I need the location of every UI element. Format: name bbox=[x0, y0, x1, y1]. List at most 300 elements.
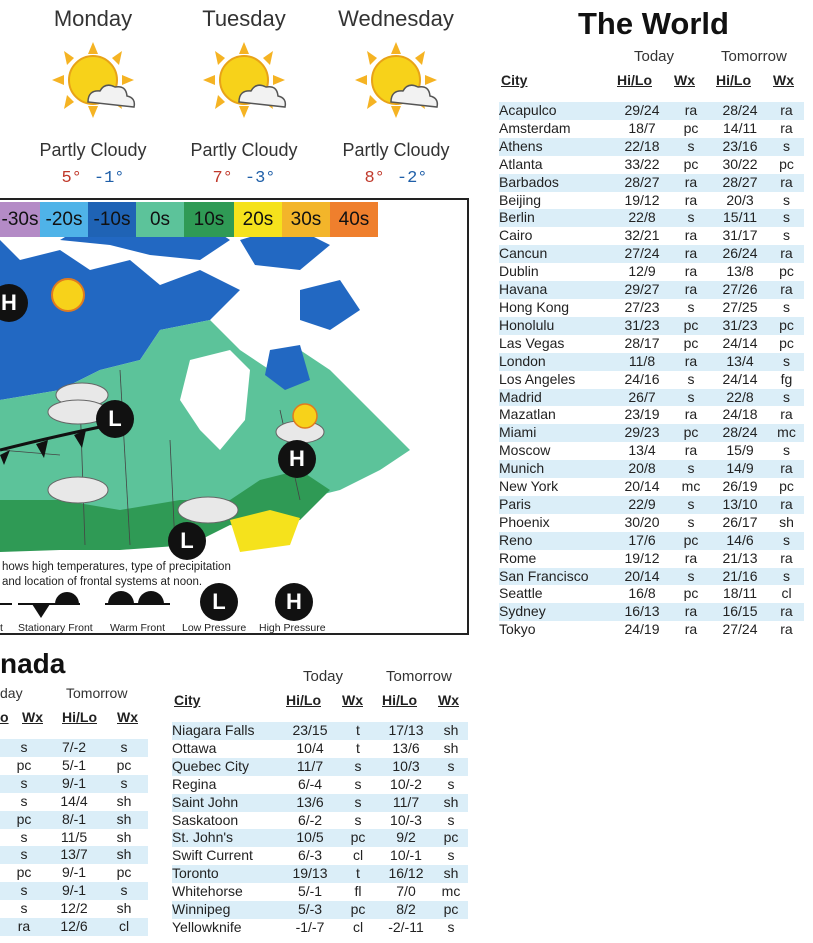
hilo-tomorrow-cell: 9/2 bbox=[378, 829, 434, 847]
hilo-tomorrow-cell: 12/2 bbox=[60, 900, 88, 917]
table-row bbox=[172, 865, 468, 883]
canada-title: nada bbox=[0, 648, 66, 679]
hilo-tomorrow-cell: 31/17 bbox=[722, 227, 758, 244]
legend-swatch: 30s bbox=[282, 202, 330, 237]
hilo-today-cell: 19/12 bbox=[624, 191, 660, 208]
city-cell: Havana bbox=[499, 281, 613, 299]
hilo-tomorrow-cell: -2/-11 bbox=[388, 918, 424, 935]
wx-today-cell: ra bbox=[671, 281, 711, 299]
hilo-today-cell: 24/19 bbox=[624, 621, 660, 638]
high-pressure-marker: H bbox=[0, 284, 28, 322]
key-warm-front-label: Warm Front bbox=[110, 622, 166, 634]
table-row bbox=[499, 532, 804, 550]
city-cell: Berlin bbox=[499, 209, 613, 227]
canada-left-col-hilo-today: o bbox=[0, 709, 9, 725]
table-row bbox=[0, 864, 148, 882]
hilo-today-cell: 19/13 bbox=[282, 865, 338, 883]
wx-tomorrow-cell: ra bbox=[769, 496, 804, 514]
table-row bbox=[0, 846, 148, 864]
legend-swatch: 40s bbox=[330, 202, 378, 237]
table-row bbox=[0, 757, 148, 775]
table-row bbox=[0, 829, 148, 847]
canada-tomorrow-header: Tomorrow bbox=[386, 668, 452, 685]
hilo-tomorrow-cell: 8/-1 bbox=[48, 811, 100, 829]
key-low-pressure-label: Low Pressure bbox=[182, 622, 247, 634]
wx-tomorrow-cell: ra bbox=[769, 460, 804, 478]
city-cell: Tokyo bbox=[499, 621, 536, 638]
city-cell: Swift Current bbox=[172, 847, 253, 864]
hilo-today-cell: 28/17 bbox=[624, 334, 660, 351]
hilo-today-cell: 28/27 bbox=[613, 174, 671, 192]
wx-today-cell: pc bbox=[671, 317, 711, 335]
city-cell: Atlanta bbox=[499, 155, 543, 172]
hilo-tomorrow-cell: 7/0 bbox=[396, 883, 416, 900]
table-row bbox=[499, 568, 804, 586]
wx-tomorrow-cell: sh bbox=[100, 846, 148, 864]
city-cell: Phoenix bbox=[499, 513, 550, 530]
table-row bbox=[499, 174, 804, 192]
wx-tomorrow-cell: mc bbox=[441, 883, 461, 900]
hilo-today-cell: 20/14 bbox=[624, 478, 660, 495]
hilo-today-cell: 22/8 bbox=[613, 209, 671, 227]
city-cell: Reno bbox=[499, 532, 613, 550]
wx-today-cell: s bbox=[0, 882, 48, 900]
city-cell: Moscow bbox=[499, 442, 551, 459]
wx-tomorrow-cell: sh bbox=[443, 739, 459, 756]
wx-tomorrow-cell: pc bbox=[779, 478, 794, 495]
wx-today-cell: s bbox=[671, 389, 711, 407]
table-row bbox=[0, 811, 148, 829]
wx-today-cell: ra bbox=[671, 353, 711, 371]
table-row bbox=[499, 335, 804, 353]
hilo-tomorrow-cell: 13/8 bbox=[726, 263, 754, 280]
table-row bbox=[499, 550, 804, 568]
wx-tomorrow-cell: ra bbox=[769, 174, 804, 192]
city-cell: Munich bbox=[499, 460, 613, 478]
wx-today-cell: s bbox=[671, 496, 711, 514]
hilo-tomorrow-cell: 26/24 bbox=[711, 245, 769, 263]
wx-today-cell: ra bbox=[684, 191, 698, 208]
wx-today-cell: ra bbox=[684, 621, 698, 638]
hilo-tomorrow-cell: 9/-1 bbox=[48, 775, 100, 793]
hilo-tomorrow-cell: 13/4 bbox=[711, 353, 769, 371]
hilo-tomorrow-cell: 10/-3 bbox=[390, 811, 422, 828]
hilo-tomorrow-cell: 11/5 bbox=[60, 828, 88, 845]
city-cell: Sydney bbox=[499, 603, 613, 621]
hilo-tomorrow-cell: 17/13 bbox=[378, 722, 434, 740]
wx-tomorrow-cell: ra bbox=[780, 621, 793, 638]
hilo-tomorrow-cell: 9/-1 bbox=[61, 864, 87, 881]
temperature-legend bbox=[0, 202, 378, 237]
hilo-tomorrow-cell: 26/17 bbox=[722, 513, 758, 530]
table-row bbox=[499, 353, 804, 371]
day-temps bbox=[321, 169, 471, 188]
city-cell: Athens bbox=[499, 138, 613, 156]
wx-tomorrow-cell: s bbox=[447, 847, 455, 864]
table-row bbox=[499, 263, 804, 281]
city-cell: Toronto bbox=[172, 865, 282, 883]
wx-tomorrow-cell: pc bbox=[779, 334, 794, 351]
wx-today-cell: ra bbox=[684, 263, 698, 280]
hilo-today-cell: 26/7 bbox=[613, 389, 671, 407]
table-row bbox=[499, 227, 804, 245]
city-cell: Honolulu bbox=[499, 317, 613, 335]
wx-today-cell: pc bbox=[0, 811, 48, 829]
wx-tomorrow-cell: s bbox=[769, 138, 804, 156]
table-row bbox=[499, 138, 804, 156]
world-title: The World bbox=[578, 6, 729, 41]
hilo-today-cell: 22/18 bbox=[613, 138, 671, 156]
key-high-pressure-label: High Pressure bbox=[259, 622, 326, 634]
city-cell: London bbox=[499, 353, 613, 371]
low-pressure-key-icon: L bbox=[200, 583, 238, 621]
low-temp: -3° bbox=[244, 169, 276, 188]
hilo-tomorrow-cell: 10/3 bbox=[378, 758, 434, 776]
wx-tomorrow-cell: ra bbox=[769, 281, 804, 299]
table-row bbox=[499, 460, 804, 478]
wx-tomorrow-cell: ra bbox=[769, 102, 804, 120]
wx-tomorrow-cell: sh bbox=[116, 792, 132, 809]
city-cell: Regina bbox=[172, 775, 217, 792]
city-cell: Yellowknife bbox=[172, 918, 242, 935]
table-row bbox=[172, 919, 468, 937]
wx-tomorrow-cell: cl bbox=[100, 918, 148, 936]
hilo-tomorrow-cell: 23/16 bbox=[711, 138, 769, 156]
canada-left-table-body bbox=[0, 739, 148, 936]
hilo-tomorrow-cell: 24/14 bbox=[722, 334, 758, 351]
world-table-body bbox=[499, 102, 804, 639]
wx-tomorrow-cell: ra bbox=[780, 549, 793, 566]
wx-tomorrow-cell: sh bbox=[116, 900, 132, 917]
high-pressure-marker: H bbox=[278, 440, 316, 478]
key-cold-front-label: t bbox=[0, 622, 3, 634]
low-pressure-marker: L bbox=[168, 522, 206, 560]
hilo-today-cell: 22/9 bbox=[613, 496, 671, 514]
wx-tomorrow-cell: pc bbox=[769, 317, 804, 335]
hilo-tomorrow-cell: 16/12 bbox=[378, 865, 434, 883]
wx-today-cell: s bbox=[671, 460, 711, 478]
wx-tomorrow-cell: sh bbox=[434, 722, 468, 740]
city-cell: Beijing bbox=[499, 191, 542, 208]
hilo-tomorrow-cell: 16/15 bbox=[711, 603, 769, 621]
table-row bbox=[499, 281, 804, 299]
hilo-today-cell: 33/22 bbox=[624, 155, 660, 172]
wx-today-cell: cl bbox=[352, 918, 364, 935]
hilo-tomorrow-cell: 30/22 bbox=[722, 155, 758, 172]
wx-today-cell: ra bbox=[684, 406, 698, 423]
world-col-wx-today: Wx bbox=[674, 72, 695, 88]
wx-tomorrow-cell: pc bbox=[434, 901, 468, 919]
world-col-hilo-tomorrow: Hi/Lo bbox=[716, 72, 751, 88]
wx-today-cell: s bbox=[671, 568, 711, 586]
canada-left-tomorrow-header: Tomorrow bbox=[66, 685, 128, 701]
wx-today-cell: s bbox=[354, 811, 362, 828]
hilo-today-cell: 27/24 bbox=[613, 245, 671, 263]
wx-today-cell: t bbox=[338, 722, 378, 740]
city-cell: Amsterdam bbox=[499, 119, 571, 136]
table-row bbox=[499, 406, 804, 424]
partly-cloudy-icon bbox=[199, 40, 289, 120]
city-cell: Saint John bbox=[172, 794, 282, 812]
legend-swatch: -10s bbox=[88, 202, 136, 237]
city-cell: New York bbox=[499, 478, 559, 495]
city-cell: Dublin bbox=[499, 263, 539, 280]
hilo-tomorrow-cell: 10/-1 bbox=[390, 847, 422, 864]
table-row bbox=[172, 758, 468, 776]
hilo-today-cell: 23/19 bbox=[624, 406, 660, 423]
hilo-tomorrow-cell: 31/23 bbox=[711, 317, 769, 335]
wx-today-cell: s bbox=[687, 298, 695, 315]
hilo-today-cell: 24/16 bbox=[624, 370, 660, 387]
wx-today-cell: s bbox=[338, 794, 378, 812]
wx-today-cell: ra bbox=[0, 918, 48, 936]
forecast-day-tuesday bbox=[169, 4, 319, 188]
day-name: Wednesday bbox=[338, 6, 454, 31]
wx-today-cell: pc bbox=[16, 756, 32, 773]
city-cell: Seattle bbox=[499, 585, 543, 602]
forecast-day-wednesday bbox=[321, 4, 471, 188]
wx-today-cell: pc bbox=[683, 155, 699, 172]
wx-today-cell: t bbox=[356, 739, 360, 756]
hilo-today-cell: 6/-2 bbox=[297, 811, 323, 828]
hilo-tomorrow-cell: 26/19 bbox=[722, 478, 758, 495]
wx-today-cell: s bbox=[20, 792, 28, 809]
partly-cloudy-icon bbox=[48, 40, 138, 120]
city-cell: Saskatoon bbox=[172, 811, 239, 828]
legend-swatch: 10s bbox=[184, 202, 234, 237]
table-row bbox=[499, 442, 804, 460]
wx-today-cell: ra bbox=[684, 442, 698, 459]
day-condition: Partly Cloudy bbox=[39, 140, 147, 160]
map-key bbox=[0, 586, 469, 635]
wx-tomorrow-cell: s bbox=[769, 353, 804, 371]
table-row bbox=[172, 901, 468, 919]
wx-today-cell: ra bbox=[671, 174, 711, 192]
wx-tomorrow-cell: pc bbox=[779, 263, 794, 280]
table-row bbox=[499, 514, 804, 532]
table-row bbox=[0, 900, 148, 918]
hilo-today-cell: 20/14 bbox=[613, 568, 671, 586]
table-row bbox=[0, 739, 148, 757]
wx-today-cell: s bbox=[338, 758, 378, 776]
hilo-tomorrow-cell: 28/24 bbox=[711, 102, 769, 120]
table-row bbox=[172, 883, 468, 901]
city-cell: Ottawa bbox=[172, 739, 217, 756]
high-temp: 7° bbox=[212, 169, 233, 188]
hilo-tomorrow-cell: 28/27 bbox=[711, 174, 769, 192]
wx-tomorrow-cell: mc bbox=[769, 424, 804, 442]
low-temp: -2° bbox=[396, 169, 428, 188]
canada-right-table-body bbox=[172, 722, 468, 937]
wx-today-cell: t bbox=[338, 865, 378, 883]
wx-today-cell: pc bbox=[683, 119, 699, 136]
hilo-today-cell: 16/13 bbox=[613, 603, 671, 621]
hilo-today-cell: 10/4 bbox=[296, 739, 324, 756]
wx-tomorrow-cell: s bbox=[783, 442, 790, 459]
wx-tomorrow-cell: s bbox=[769, 568, 804, 586]
hilo-tomorrow-cell: 9/-1 bbox=[48, 882, 100, 900]
city-cell: Miami bbox=[499, 424, 613, 442]
canada-today-header: Today bbox=[303, 668, 344, 685]
table-row bbox=[172, 829, 468, 847]
table-row bbox=[172, 776, 468, 794]
table-row bbox=[172, 812, 468, 830]
wx-tomorrow-cell: s bbox=[783, 227, 790, 244]
hilo-today-cell: 29/24 bbox=[613, 102, 671, 120]
hilo-today-cell: 29/23 bbox=[613, 424, 671, 442]
wx-today-cell: ra bbox=[684, 549, 698, 566]
hilo-tomorrow-cell: 28/24 bbox=[711, 424, 769, 442]
day-temps bbox=[18, 169, 168, 188]
wx-tomorrow-cell: sh bbox=[116, 828, 132, 845]
hilo-tomorrow-cell: 11/7 bbox=[378, 794, 434, 812]
table-row bbox=[0, 882, 148, 900]
city-cell: San Francisco bbox=[499, 568, 613, 586]
hilo-tomorrow-cell: 15/9 bbox=[726, 442, 754, 459]
city-cell: Cancun bbox=[499, 245, 613, 263]
city-cell: Rome bbox=[499, 549, 537, 566]
hilo-today-cell: 10/5 bbox=[282, 829, 338, 847]
table-row bbox=[499, 209, 804, 227]
canada-col-hilo-tomorrow: Hi/Lo bbox=[382, 692, 417, 708]
hilo-today-cell: 12/9 bbox=[628, 263, 656, 280]
world-col-hilo-today: Hi/Lo bbox=[617, 72, 652, 88]
wx-today-cell: s bbox=[687, 513, 695, 530]
forecast-day-monday bbox=[18, 4, 168, 188]
wx-tomorrow-cell: cl bbox=[781, 585, 792, 602]
table-row bbox=[499, 245, 804, 263]
hilo-tomorrow-cell: 18/11 bbox=[723, 585, 757, 602]
high-temp: 8° bbox=[364, 169, 385, 188]
hilo-tomorrow-cell: 14/11 bbox=[723, 119, 757, 136]
canada-left-col-wx-tomorrow: Wx bbox=[117, 709, 138, 725]
city-cell: Winnipeg bbox=[172, 901, 282, 919]
wx-today-cell: pc bbox=[683, 585, 699, 602]
wx-tomorrow-cell: s bbox=[100, 775, 148, 793]
hilo-tomorrow-cell: 20/3 bbox=[726, 191, 754, 208]
hilo-today-cell: 27/23 bbox=[624, 298, 660, 315]
hilo-today-cell: 32/21 bbox=[624, 227, 660, 244]
wx-today-cell: pc bbox=[671, 532, 711, 550]
wx-tomorrow-cell: s bbox=[769, 532, 804, 550]
wx-tomorrow-cell: sh bbox=[100, 811, 148, 829]
city-cell: Barbados bbox=[499, 174, 613, 192]
world-table bbox=[499, 102, 804, 639]
wx-tomorrow-cell: s bbox=[447, 811, 455, 828]
hilo-tomorrow-cell: 27/25 bbox=[722, 298, 758, 315]
wx-tomorrow-cell: s bbox=[769, 209, 804, 227]
wx-tomorrow-cell: s bbox=[783, 191, 790, 208]
low-pressure-marker: L bbox=[96, 400, 134, 438]
wx-today-cell: cl bbox=[352, 847, 364, 864]
hilo-tomorrow-cell: 21/13 bbox=[722, 549, 758, 566]
table-row bbox=[0, 918, 148, 936]
table-row bbox=[172, 740, 468, 758]
key-stationary-front-label: Stationary Front bbox=[18, 622, 93, 634]
table-row bbox=[499, 621, 804, 639]
wx-today-cell: s bbox=[20, 900, 28, 917]
legend-swatch: 0s bbox=[136, 202, 184, 237]
hilo-today-cell: 17/6 bbox=[613, 532, 671, 550]
day-temps bbox=[169, 169, 319, 188]
wx-today-cell: pc bbox=[671, 424, 711, 442]
canada-col-wx-today: Wx bbox=[342, 692, 363, 708]
hilo-today-cell: 6/-3 bbox=[297, 847, 323, 864]
wx-tomorrow-cell: s bbox=[769, 389, 804, 407]
wx-tomorrow-cell: fg bbox=[780, 370, 793, 387]
wx-tomorrow-cell: pc bbox=[116, 756, 132, 773]
table-row bbox=[499, 156, 804, 174]
wx-today-cell: s bbox=[671, 138, 711, 156]
city-cell: Las Vegas bbox=[499, 334, 565, 351]
legend-swatch: -20s bbox=[40, 202, 88, 237]
hilo-tomorrow-cell: 14/6 bbox=[711, 532, 769, 550]
legend-swatch: 20s bbox=[234, 202, 282, 237]
high-pressure-key-icon: H bbox=[275, 583, 313, 621]
hilo-tomorrow-cell: 13/7 bbox=[48, 846, 100, 864]
table-row bbox=[499, 424, 804, 442]
city-cell: Whitehorse bbox=[172, 883, 243, 900]
wx-tomorrow-cell: pc bbox=[116, 864, 132, 881]
wx-tomorrow-cell: s bbox=[100, 882, 148, 900]
canada-left-table bbox=[0, 739, 148, 936]
weather-map bbox=[0, 198, 469, 635]
hilo-today-cell: 23/15 bbox=[282, 722, 338, 740]
city-cell: Mazatlan bbox=[499, 406, 556, 423]
hilo-today-cell: 13/4 bbox=[628, 442, 656, 459]
city-cell: Paris bbox=[499, 496, 613, 514]
city-cell: Hong Kong bbox=[499, 298, 570, 315]
hilo-tomorrow-cell: 12/6 bbox=[48, 918, 100, 936]
wx-today-cell: s bbox=[20, 828, 28, 845]
hilo-today-cell: 11/8 bbox=[613, 353, 671, 371]
table-row bbox=[0, 793, 148, 811]
canada-right-table bbox=[172, 722, 468, 937]
wx-today-cell: pc bbox=[683, 334, 699, 351]
world-col-wx-tomorrow: Wx bbox=[773, 72, 794, 88]
caption-line: and location of frontal systems at noon. bbox=[2, 576, 203, 588]
wx-today-cell: s bbox=[687, 370, 695, 387]
table-row bbox=[499, 102, 804, 120]
wx-tomorrow-cell: ra bbox=[769, 245, 804, 263]
wx-today-cell: s bbox=[0, 846, 48, 864]
wx-today-cell: s bbox=[671, 209, 711, 227]
hilo-today-cell: 16/8 bbox=[628, 585, 656, 602]
wx-tomorrow-cell: s bbox=[447, 918, 455, 935]
hilo-tomorrow-cell: 8/2 bbox=[378, 901, 434, 919]
world-today-header: Today bbox=[634, 48, 675, 65]
wx-today-cell: ra bbox=[684, 227, 698, 244]
world-tomorrow-header: Tomorrow bbox=[721, 48, 787, 65]
hilo-tomorrow-cell: 27/26 bbox=[711, 281, 769, 299]
hilo-today-cell: 5/-3 bbox=[282, 901, 338, 919]
city-cell: Niagara Falls bbox=[172, 722, 282, 740]
wx-tomorrow-cell: sh bbox=[434, 865, 468, 883]
table-row bbox=[172, 794, 468, 812]
day-name: Monday bbox=[53, 6, 133, 31]
city-cell: Cairo bbox=[499, 227, 533, 244]
caption-line: hows high temperatures, type of precipitation bbox=[2, 561, 231, 573]
canada-left-col-wx-today: Wx bbox=[22, 709, 43, 725]
table-row bbox=[499, 371, 804, 389]
city-cell: Quebec City bbox=[172, 758, 282, 776]
table-row bbox=[172, 847, 468, 865]
wx-today-cell: s bbox=[0, 775, 48, 793]
wx-today-cell: ra bbox=[671, 603, 711, 621]
hilo-today-cell: 13/6 bbox=[282, 794, 338, 812]
sun-icon bbox=[52, 279, 84, 311]
day-condition: Partly Cloudy bbox=[190, 140, 298, 160]
